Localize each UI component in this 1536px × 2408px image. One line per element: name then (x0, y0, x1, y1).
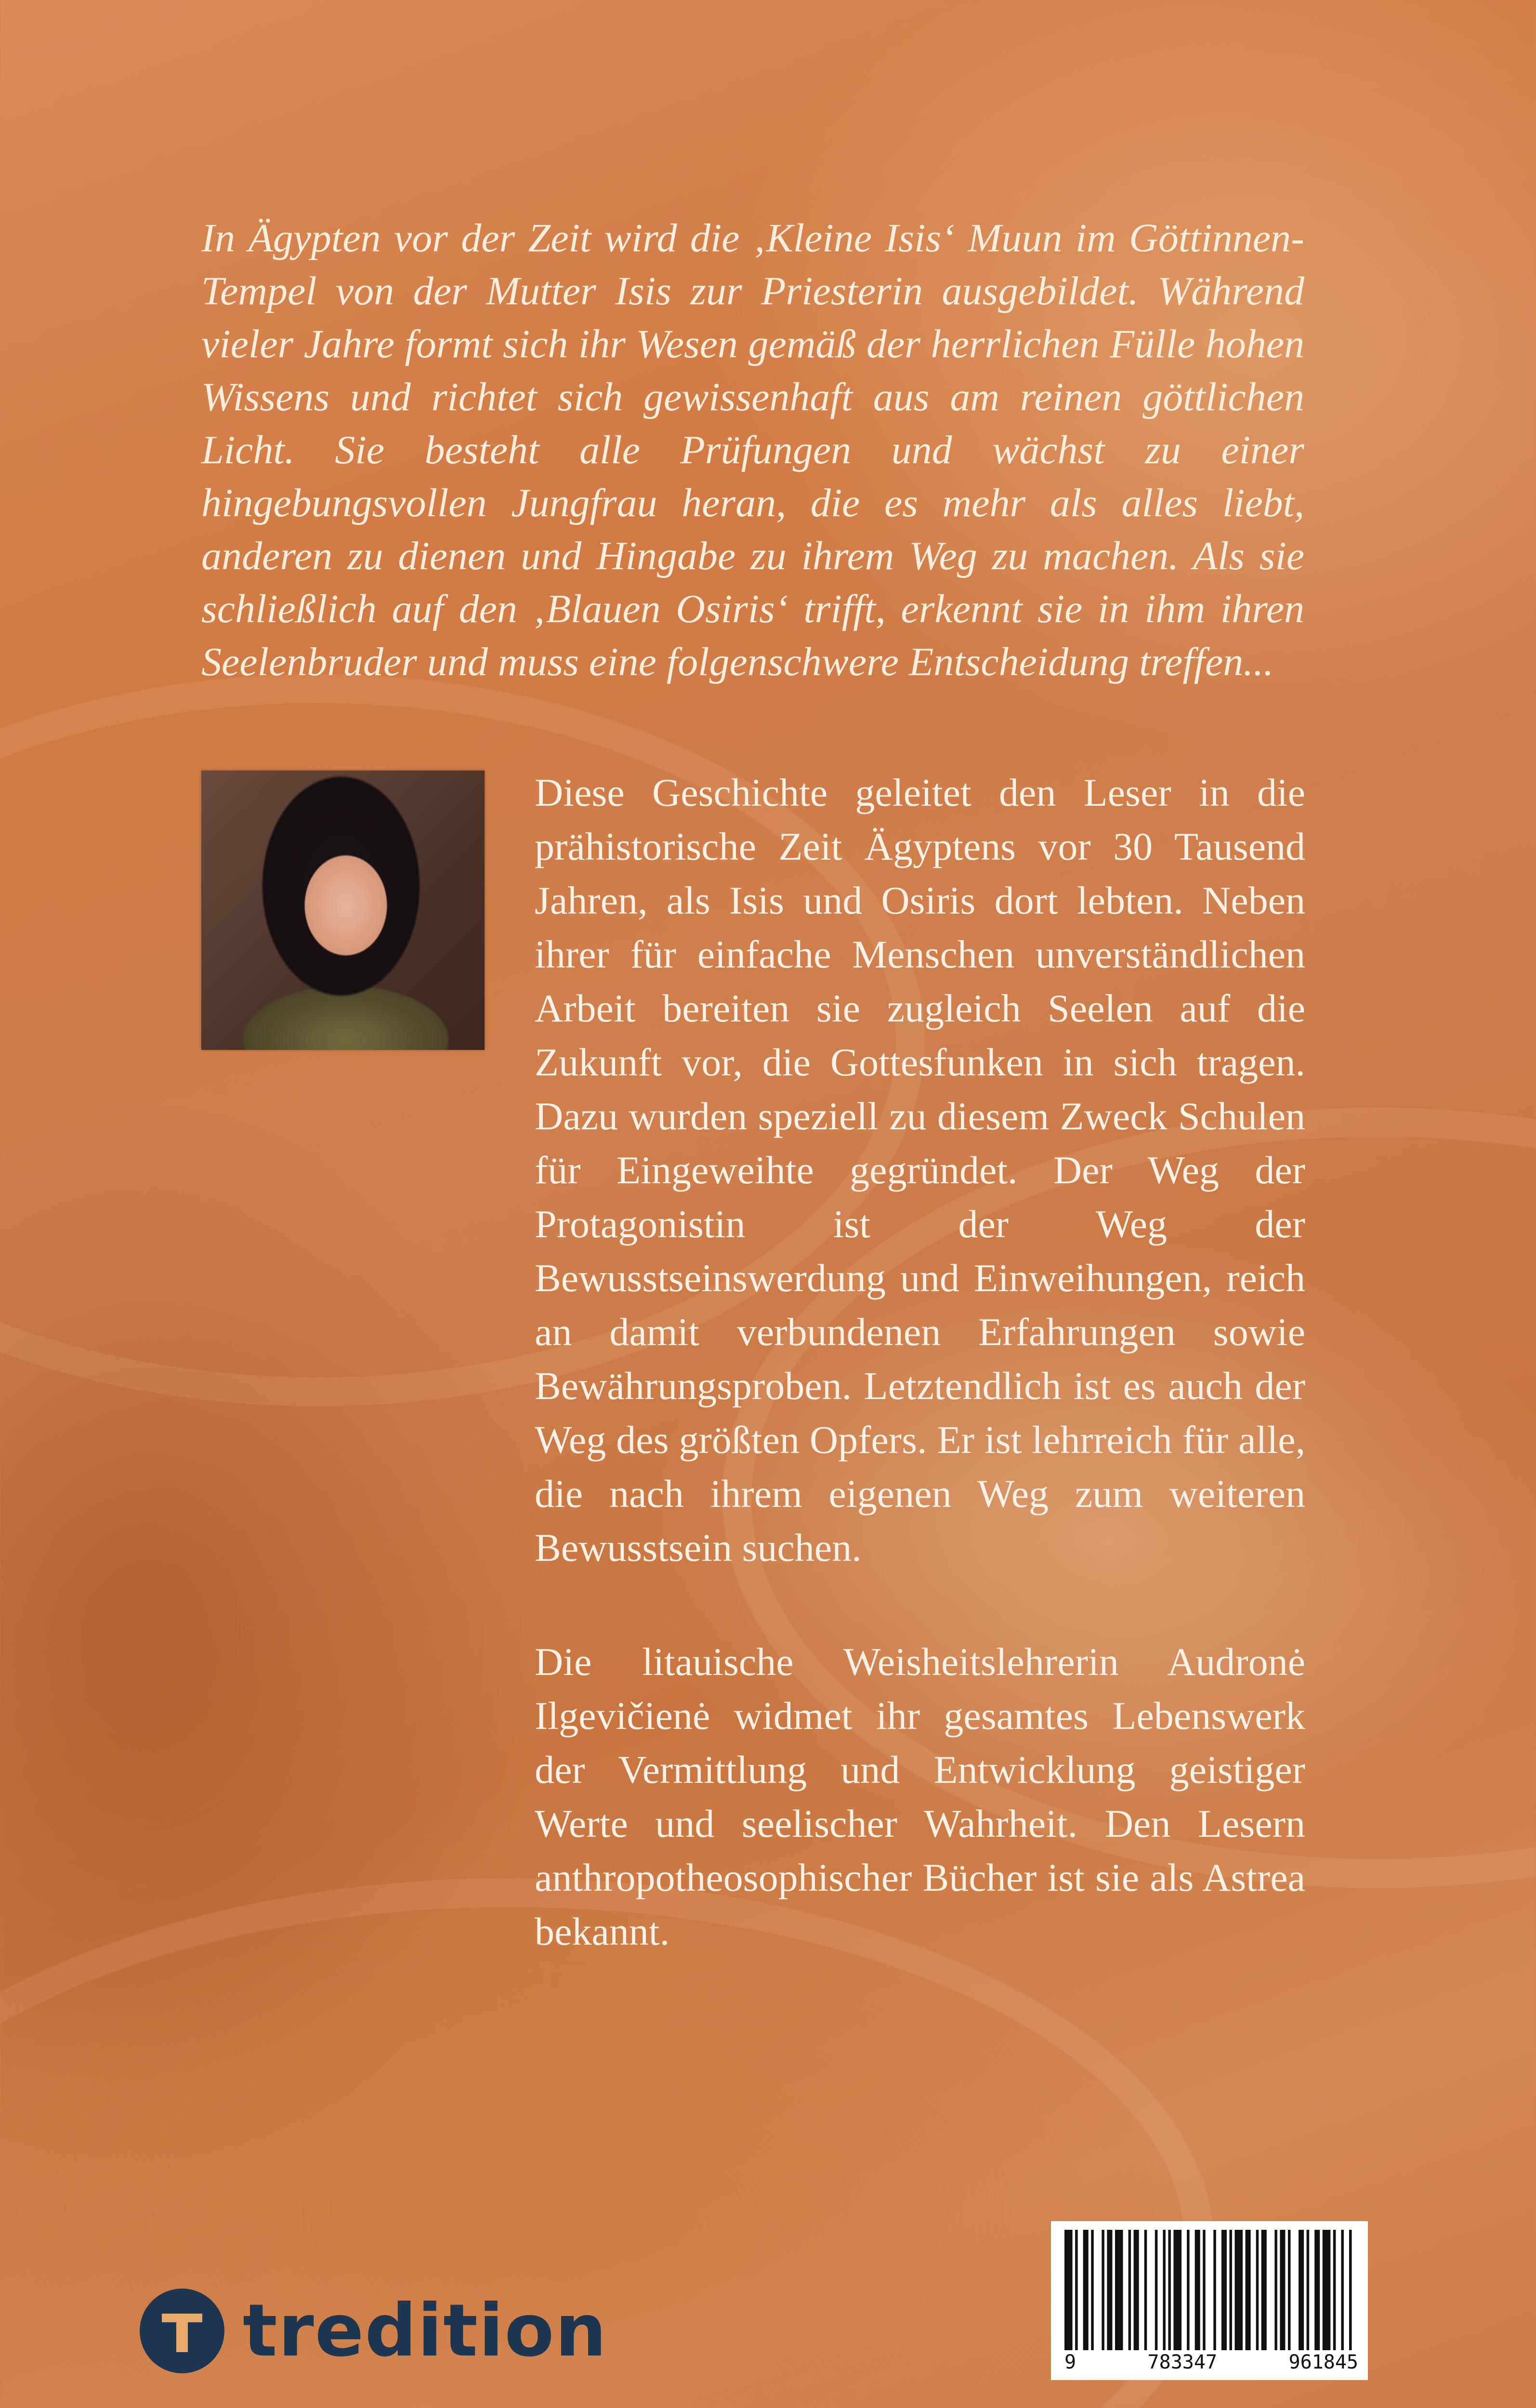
isbn-barcode (1051, 2221, 1368, 2380)
barcode-bars (1064, 2230, 1354, 2350)
barcode-digit-first: 9 (1064, 2351, 1077, 2373)
barcode-bar (1163, 2230, 1166, 2350)
barcode-bar (1341, 2230, 1344, 2350)
barcode-bar (1187, 2230, 1190, 2350)
barcode-bar (1333, 2230, 1336, 2350)
barcode-bar (1203, 2230, 1206, 2350)
barcode-bar (1134, 2230, 1139, 2350)
barcode-bar (1213, 2230, 1216, 2350)
barcode-bar (1221, 2230, 1227, 2350)
barcode-bar (1323, 2230, 1331, 2350)
barcode-bar (1256, 2230, 1259, 2350)
barcode-bar (1314, 2230, 1320, 2350)
barcode-bar (1168, 2230, 1171, 2350)
barcode-digits (1064, 2351, 1358, 2373)
author-bio-text: Die litauische Weisheitslehrerin Audronė Ilgevičienė widmet ihr gesamtes Lebenswerk der Vermittlung und Entwicklung geistiger Werte und seelischer Wahrheit. Den Lesern anthropotheosophischer Bücher ist sie als Astrea bekannt. (535, 1640, 1305, 1953)
barcode-bar (1274, 2230, 1277, 2350)
barcode-bar (1349, 2230, 1352, 2350)
barcode-bar (1195, 2230, 1200, 2350)
publisher-name: tredition (243, 2289, 608, 2373)
barcode-bar (1229, 2230, 1232, 2350)
intro-text: In Ägypten vor der Zeit wird die ‚Kleine Isis‘ Muun im Göttinnen-Tempel von der Mutter Isis zur Priesterin ausgebildet. Während vieler Jahre formt sich ihr Wesen gemäß der herrlichen Fülle hohen Wissens und richtet sich gewissenhaft aus am reinen göttlichen Licht. Sie besteht alle Prüfungen und wächst zu einer hingebungsvollen Jungfrau heran, die es mehr als alles liebt, anderen zu dienen und Hingabe zu ihrem Weg zu machen. Als sie schließlich auf den ‚Blauen Osiris‘ trifft, erkennt sie in ihm ihren Seelenbruder und muss eine folgenschwere Entscheidung treffen... (201, 216, 1304, 684)
barcode-bar (1115, 2230, 1123, 2350)
barcode-bar (1083, 2230, 1089, 2350)
barcode-bar (1173, 2230, 1182, 2350)
barcode-bar (1129, 2230, 1131, 2350)
barcode-bar (1155, 2230, 1158, 2350)
barcode-bar (1234, 2230, 1243, 2350)
barcode-bar (1246, 2230, 1251, 2350)
barcode-bar (1299, 2230, 1304, 2350)
barcode-bar (1102, 2230, 1104, 2350)
barcode-digits-left: 783347 (1147, 2351, 1218, 2373)
barcode-bar (1307, 2230, 1310, 2350)
barcode-bar (1261, 2230, 1267, 2350)
author-photo (201, 771, 485, 1050)
barcode-digits-right: 961845 (1288, 2351, 1358, 2373)
publisher-logo (140, 2283, 607, 2379)
barcode-bar (1064, 2230, 1073, 2350)
barcode-bar (1144, 2230, 1147, 2350)
barcode-bar (1107, 2230, 1112, 2350)
barcode-bar (1288, 2230, 1291, 2350)
barcode-bar (1075, 2230, 1078, 2350)
barcode-bar (1280, 2230, 1285, 2350)
tredition-icon (140, 2289, 224, 2373)
barcode-bar (1091, 2230, 1094, 2350)
description-text: Diese Geschichte geleitet den Leser in die prähistorische Zeit Ägyptens vor 30 Tausend Jahren, als Isis und Osiris dort lebten. Neben ihrer für einfache Menschen unverständlichen Arbeit bereiten sie zugleich Seelen auf die Zukunft vor, die Gottesfunken in sich tragen. Dazu wurden speziell zu diesem Zweck Schulen für Eingeweihte gegründet. Der Weg der Protagonistin ist der Weg der Bewusstseinswerdung und Einweihungen, reich an damit verbundenen Erfahrungen sowie Bewährungsproben. Letztendlich ist es auch der Weg des größten Opfers. Er ist lehrreich für alle, die nach ihrem eigenen Weg zum weiteren Bewusstsein suchen. (535, 771, 1305, 1570)
